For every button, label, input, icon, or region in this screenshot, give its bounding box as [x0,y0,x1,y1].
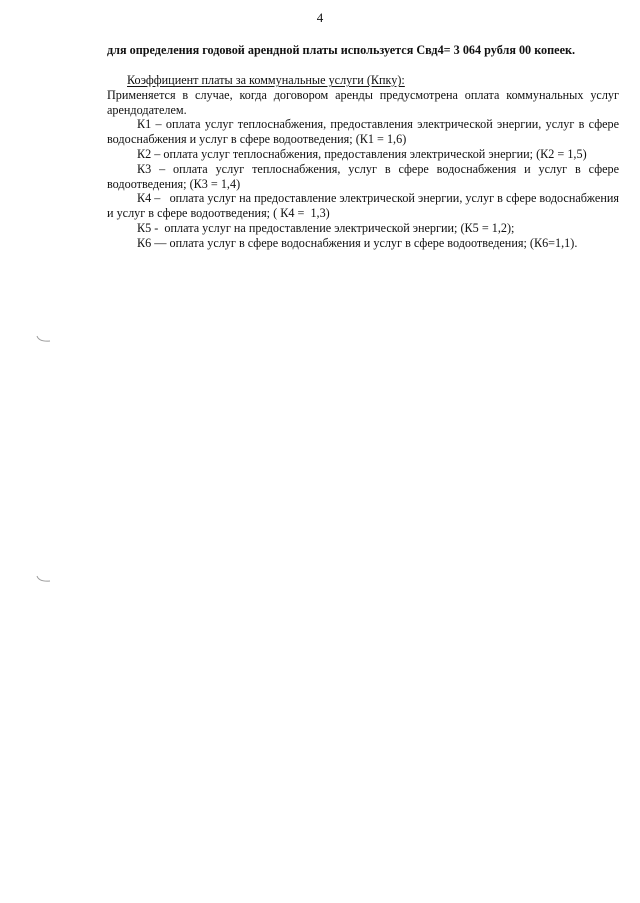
coefficient-k4: К4 – оплата услуг на предоставление электрической энергии, услуг в сфере водоснабжения и услуг в сфере водоотведения; ( К4 = 1,3) [107,191,623,221]
scan-mark-lower [36,575,52,583]
scan-mark-upper [36,335,52,343]
page-number: 4 [316,10,324,25]
coefficient-k5: К5 - оплата услуг на предоставление электрической энергии; (К5 = 1,2); [137,220,515,235]
coefficient-k6: К6 — оплата услуг в сфере водоснабжения и услуг в сфере водоотведения; (К6=1,1). [137,235,578,250]
coefficient-k2: К2 – оплата услуг теплоснабжения, предоставления электрической энергии; (К2 = 1,5) [137,146,587,161]
rent-basis-statement: для определения годовой арендной платы используется Свд4= 3 064 рубля 00 копеек. [107,43,576,57]
coefficient-k3: К3 – оплата услуг теплоснабжения, услуг в сфере водоснабжения и услуг в сфере водоотведения; (К3 = 1,4) [107,161,619,191]
utilities-section [107,73,623,251]
section-heading: Коэффициент платы за коммунальные услуги (Кпку): [127,73,405,87]
coefficient-k1: К1 – оплата услуг теплоснабжения, предоставления электрической энергии, услуг в сфере водоснабжения и услуг в сфере водоотведения; (К1 = 1,6) [107,117,619,147]
intro-paragraph: Применяется в случае, когда договором аренды предусмотрена оплата коммунальных услуг арендодателем. [107,87,619,117]
